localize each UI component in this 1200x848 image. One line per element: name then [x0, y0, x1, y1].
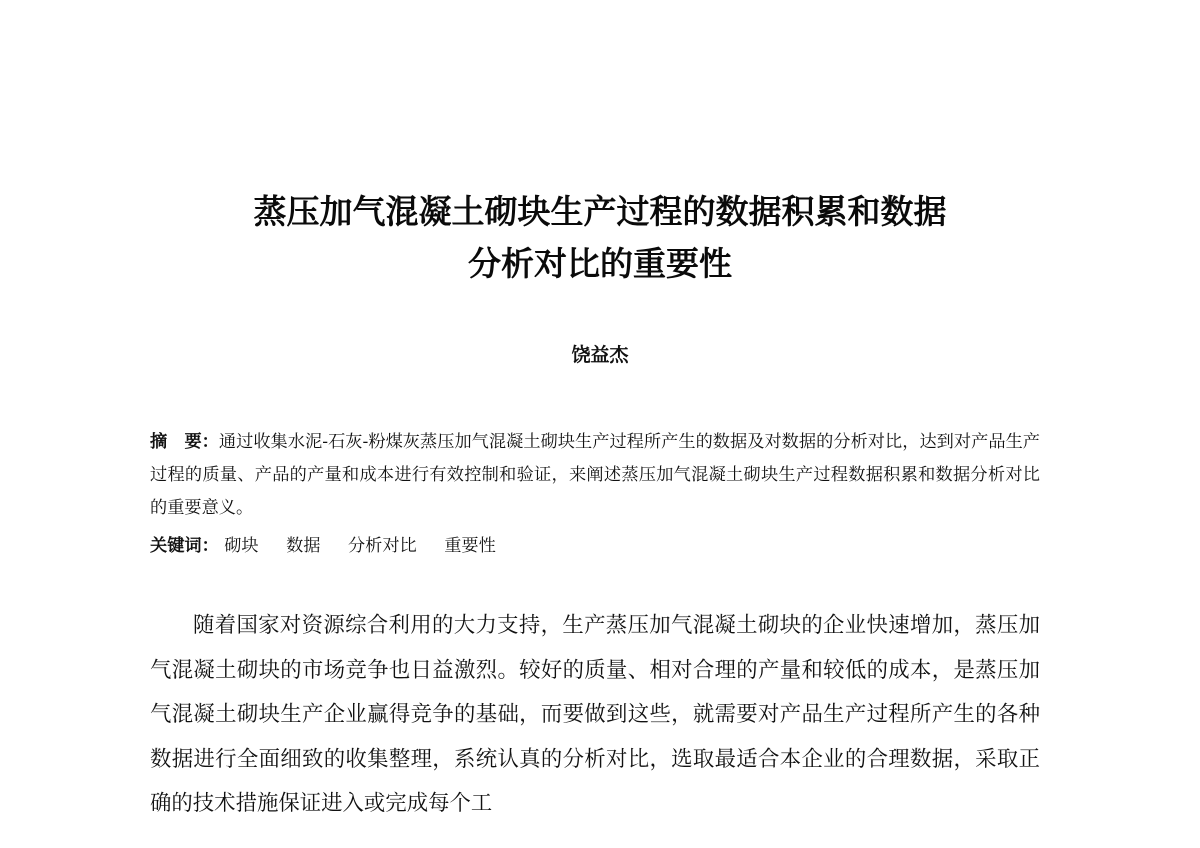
- keywords: [150, 531, 1040, 561]
- keyword-item: 重要性: [444, 536, 496, 556]
- abstract-text: 通过收集水泥-石灰-粉煤灰蒸压加气混凝土砌块生产过程所产生的数据及对数据的分析对比，达到对产品生产过程的质量、产品的产量和成本进行有效控制和验证，来阐述蒸压加气混凝土砌块生产过程数据积累和数据分析对比的重要意义。: [150, 432, 1040, 518]
- body-text: [150, 604, 1040, 827]
- paper-title: [0, 186, 1200, 290]
- abstract: [150, 426, 1040, 525]
- abstract-label: 摘 要：: [150, 432, 219, 452]
- keyword-item: 砌块: [224, 536, 259, 556]
- keywords-label: 关键词：: [150, 536, 219, 556]
- paper-title-line-1: 蒸压加气混凝土砌块生产过程的数据积累和数据: [253, 192, 947, 231]
- keyword-item: 分析对比: [347, 536, 417, 556]
- body-paragraph: 随着国家对资源综合利用的大力支持，生产蒸压加气混凝土砌块的企业快速增加，蒸压加气混凝土砌块的市场竞争也日益激烈。较好的质量、相对合理的产量和较低的成本，是蒸压加气混凝土砌块生产企业赢得竞争的基础，而要做到这些，就需要对产品生产过程所产生的各种数据进行全面细致的收集整理，系统认真的分析对比，选取最适合本企业的合理数据，采取正确的技术措施保证进入或完成每个工: [150, 613, 1040, 816]
- keyword-item: 数据: [286, 536, 321, 556]
- author-name: 饶益杰: [571, 344, 629, 366]
- paper-title-line-2: 分析对比的重要性: [468, 244, 732, 283]
